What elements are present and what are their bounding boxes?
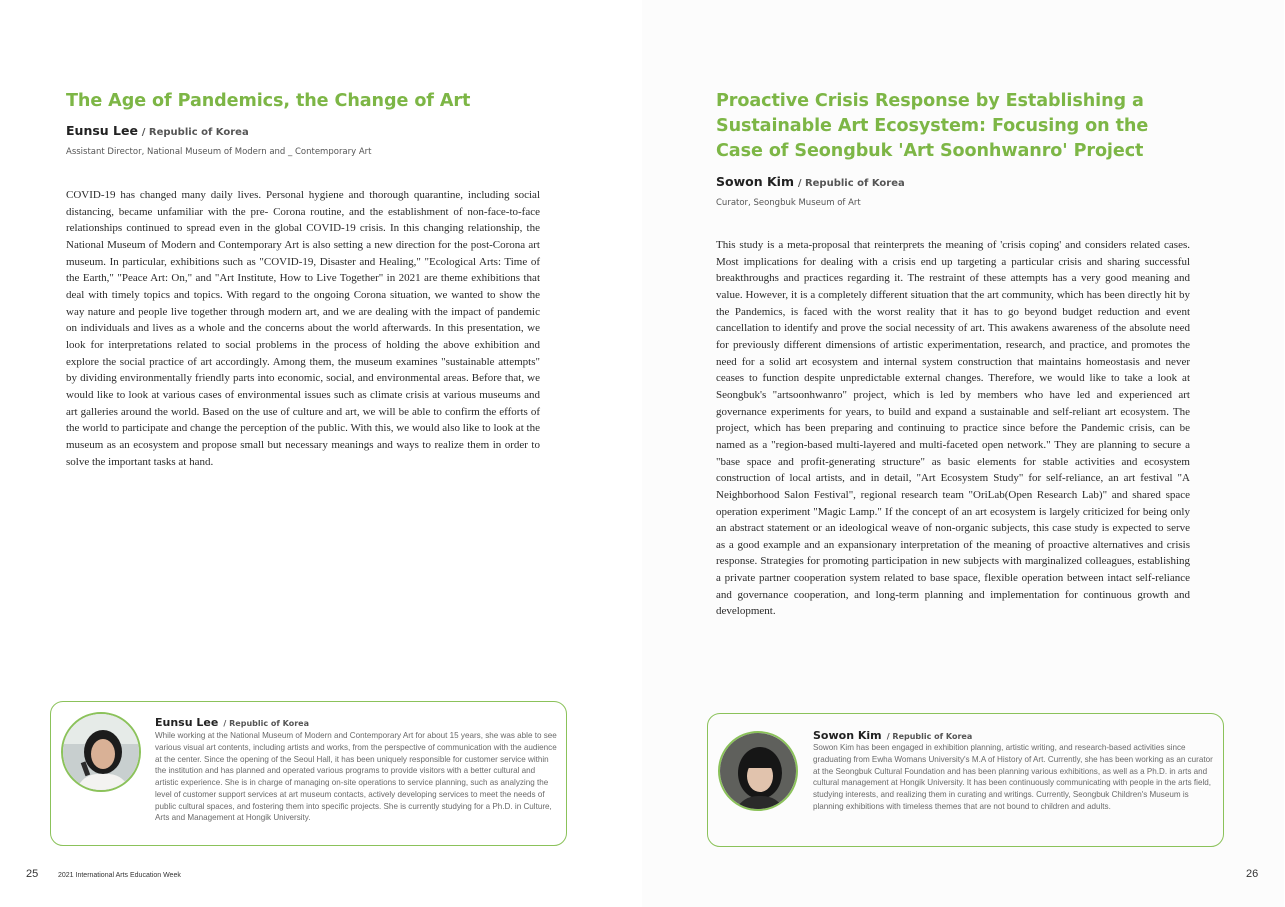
author-bio-card bbox=[707, 713, 1224, 847]
right-page bbox=[642, 0, 1284, 907]
portrait-photo bbox=[720, 733, 798, 811]
bio-name: Sowon Kim bbox=[813, 729, 882, 742]
author-name: Eunsu Lee bbox=[66, 123, 138, 138]
left-page bbox=[0, 0, 642, 907]
publication-title: 2021 International Arts Education Week bbox=[58, 872, 181, 879]
article-title: Proactive Crisis Response by Establishing a Sustainable Art Ecosystem: Focusing on the Case of Seongbuk 'Art Soonhwanro' Project bbox=[716, 91, 1149, 161]
abstract-text: This study is a meta-proposal that reinterprets the meaning of 'crisis coping' and considers related cases. Most implications for dealing with a crisis end up targeting a particular crisis and sharing successful breakthroughs and practices regarding it. The restraint of these attempts has a very good meaning and value. However, it is a completely different situation that the art community, which has been directly hit by the Pandemics, is faced with the worst reality that it has to go beyond budget reduction and event cancellation to identify and prove the social necessity of art. This awakens awareness of the absolute need for previously different dimensions of artistic experimentation, research, and practice, and promotes the need for a solid art ecosystem and internal system construction that maintains homeostasis and never ceases to function despite unpredictable external changes. Therefore, we would like to take a look at Seongbuk's "artsoonhwanro" project, which is led by members who have led and experienced art governance experiments for years, to build and expand a sustainable and self-reliant art ecosystem. The project, which has been preparing and continuing to practice since before the Pandemic crisis, can be named as a "region-based multi-layered and multi-faceted open network." They are planning to secure a "base space and profit-generating structure" as basic elements for stable activities and ecosystem construction of local artists, and in detail, "Art Ecosystem Study" for self-reliance, an art festival "A Neighborhood Salon Festival", regional research team "OriLab(Open Research Lab)" and shared space operation experiment "Magic Lamp." If the concept of an art ecosystem is largely criticized for being only an abstract statement or an ideological weave of non-organic subjects, this case study is expected to serve as a good example and an expansionary interpretation of the meaning of proactive alternatives and crisis response. Strategies for promoting participation in new subjects with marginalized colleagues, establishing a private partner cooperation system related to base space, flexible operation between intact self-reliance and governance cooperation, and long-term planning and implementation for continuous growth and development. bbox=[716, 239, 1190, 618]
portrait-photo bbox=[63, 714, 141, 792]
author-country: / Republic of Korea bbox=[797, 178, 905, 189]
author-role: Assistant Director, National Museum of Modern and _ Contemporary Art bbox=[66, 147, 372, 157]
author-name: Sowon Kim bbox=[716, 174, 794, 189]
avatar bbox=[61, 712, 141, 792]
author-byline bbox=[66, 123, 249, 138]
bio-country: / Republic of Korea bbox=[886, 732, 973, 741]
abstract-text: COVID-19 has changed many daily lives. Personal hygiene and thorough quarantine, including social distancing, became unfamiliar with the pre- Corona routine, and the establishment of non-face-to-face relationships continued to spread even in the global COVID-19 crisis. In this changing relationship, the National Museum of Modern and Contemporary Art is also setting a new direction for the post-Corona art museum. In particular, exhibitions such as "COVID-19, Disaster and Healing," "Ecological Arts: Time of the Earth," "Peace Art: On," and "Art Institute, How to Live Together" in 2021 are theme exhibitions that deal with timely topics and topics. With regard to the ongoing Corona situation, we wanted to show the way nature and people live together through modern art, and we are dealing with the impact of pandemic on individuals and lives as a whole and the concerns about the world afterwards. In this presentation, we look for interpretations related to social problems in the process of holding the above exhibition and explore the social practice of art accordingly. Among them, the museum examines "sustainable attempts" by dividing environmentally friendly parts into economic, social, and environmental areas. Before that, we would like to look at various cases of environmental issues such as climate crisis at various museums and art galleries around the world. Based on the use of culture and art, we will be able to confirm the efforts of the world to participate and change the perception of the public. With this, we would also like to look at the museum as an ecosystem and propose small but necessary meanings and ways to realize them in order to solve the important tasks at hand. bbox=[66, 189, 540, 468]
author-role: Curator, Seongbuk Museum of Art bbox=[716, 198, 861, 208]
avatar bbox=[718, 731, 798, 811]
author-bio-card bbox=[50, 701, 567, 846]
page-number: 25 bbox=[26, 868, 39, 880]
bio-heading bbox=[155, 711, 309, 730]
page-number: 26 bbox=[1246, 868, 1259, 880]
author-byline bbox=[716, 174, 905, 189]
bio-name: Eunsu Lee bbox=[155, 716, 219, 729]
bio-text: While working at the National Museum of Modern and Contemporary Art for about 15 years, she was able to see various visual art contents, including artists and works, from the perspective of communication with the audience at the center. Since the opening of the Seoul Hall, it has been uniquely responsible for customer service within the institution and has planned and operated various programs to provide visitors with a better cultural and artistic experience. She is in charge of managing on-site operations to service planning, such as analyzing the level of customer support services at art museum contacts, actively developing services to meet the needs of public cultural spaces, and fostering them into specific projects. She is currently studying for a Ph.D. in Culture, Arts and Management at Hongik University. bbox=[155, 731, 557, 823]
article-title: The Age of Pandemics, the Change of Art bbox=[66, 91, 471, 111]
bio-heading bbox=[813, 724, 972, 743]
bio-country: / Republic of Korea bbox=[223, 719, 309, 728]
author-country: / Republic of Korea bbox=[141, 127, 249, 138]
bio-text: Sowon Kim has been engaged in exhibition planning, artistic writing, and research-based activities since graduating from Ewha Womans University's M.A of History of Art. Currently, she has been working as an curator at the Seongbuk Cultural Foundation and has been planning various exhibitions, as well as a Ph.D. in arts and cultural management at Hongik University. It has been continuously communicating with people in the arts field, studying interests, and realizing them in curating and writings. Currently, Seongbuk Children's Museum is planning exhibitions with timeless themes that are not bound to children and adults. bbox=[813, 743, 1213, 811]
